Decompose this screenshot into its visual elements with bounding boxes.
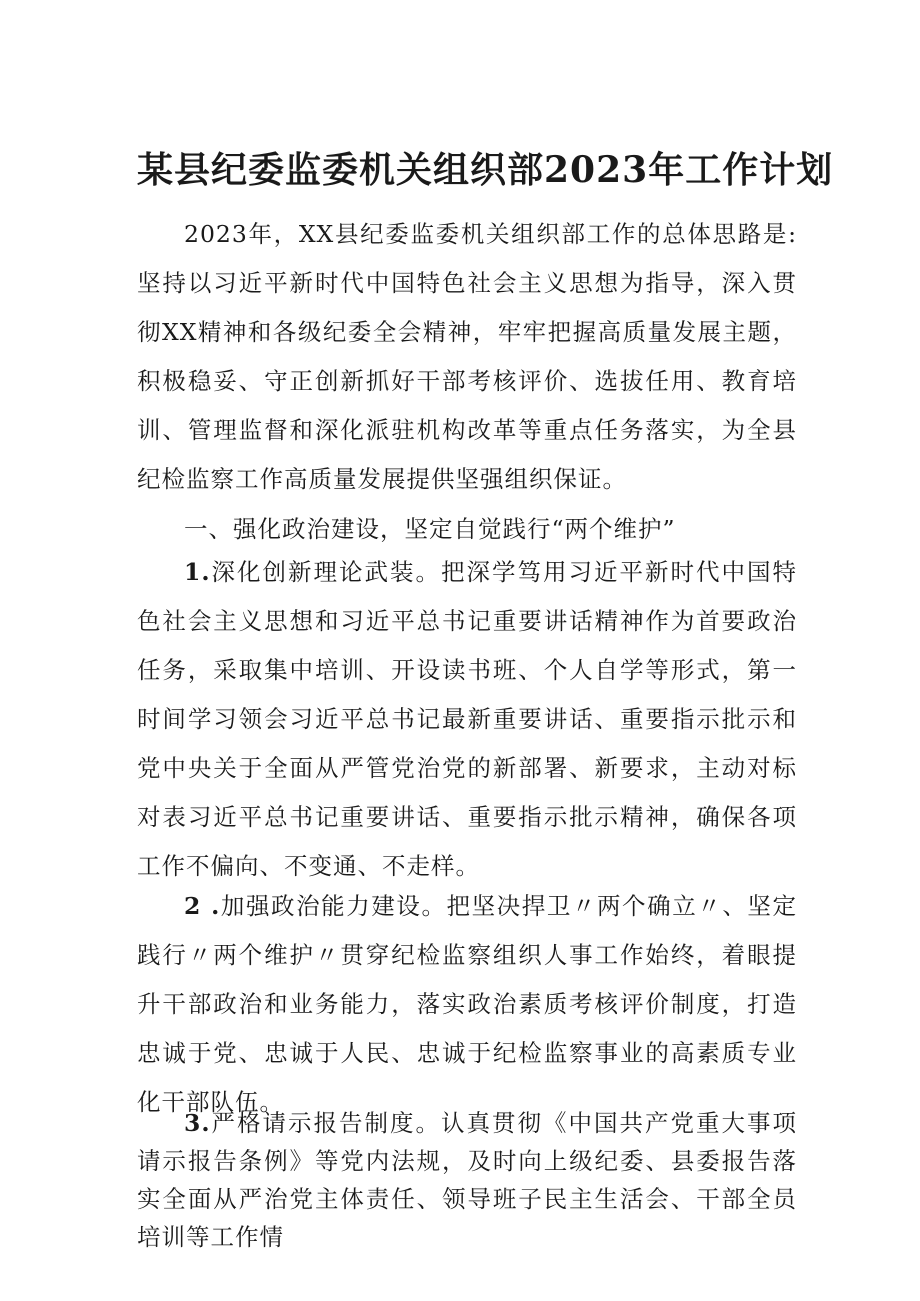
list-item	[137, 882, 797, 1127]
section-heading: 一、强化政治建设，坚定自觉践行“两个维护”	[184, 515, 676, 543]
item-text: 深化创新理论武装。把深学笃用习近平新时代中国特色社会主义思想和习近平总书记重要讲话精神作为首要政治任务，采取集中培训、开设读书班、个人自学等形式，第一时间学习领会习近平总书记最新重要讲话、重要指示批示和党中央关于全面从严管党治党的新部署、新要求，主动对标对表习近平总书记重要讲话、重要指示批示精神，确保各项工作不偏向、不变通、不走样。	[137, 558, 797, 880]
item-text: 加强政治能力建设。把坚决捍卫〃两个确立〃、坚定践行〃两个维护〃贯穿纪检监察组织人事工作始终，着眼提升干部政治和业务能力，落实政治素质考核评价制度，打造忠诚于党、忠诚于人民、忠诚于纪检监察事业的高素质专业化干部队伍。	[137, 892, 798, 1116]
list-item	[137, 548, 797, 891]
item-number: 1.	[184, 558, 211, 586]
item-number: 3.	[184, 1109, 211, 1137]
item-text: 严格请示报告制度。认真贯彻《中国共产党重大事项请示报告条例》等党内法规，及时向上级纪委、县委报告落实全面从严治党主体责任、领导班子民主生活会、干部全员培训等工作情	[137, 1109, 797, 1251]
document-title: 某县纪委监委机关组织部2023年工作计划	[137, 149, 834, 191]
list-item	[137, 1104, 797, 1256]
item-number: 2 .	[184, 892, 221, 920]
intro-paragraph: 2023年，XX县纪委监委机关组织部工作的总体思路是:坚持以习近平新时代中国特色社会主义思想为指导，深入贯彻XX精神和各级纪委全会精神，牢牢把握高质量发展主题，积极稳妥、守正创新抓好干部考核评价、选拔任用、教育培训、管理监督和深化派驻机构改革等重点任务落实，为全县纪检监察工作高质量发展提供坚强组织保证。	[137, 220, 797, 493]
